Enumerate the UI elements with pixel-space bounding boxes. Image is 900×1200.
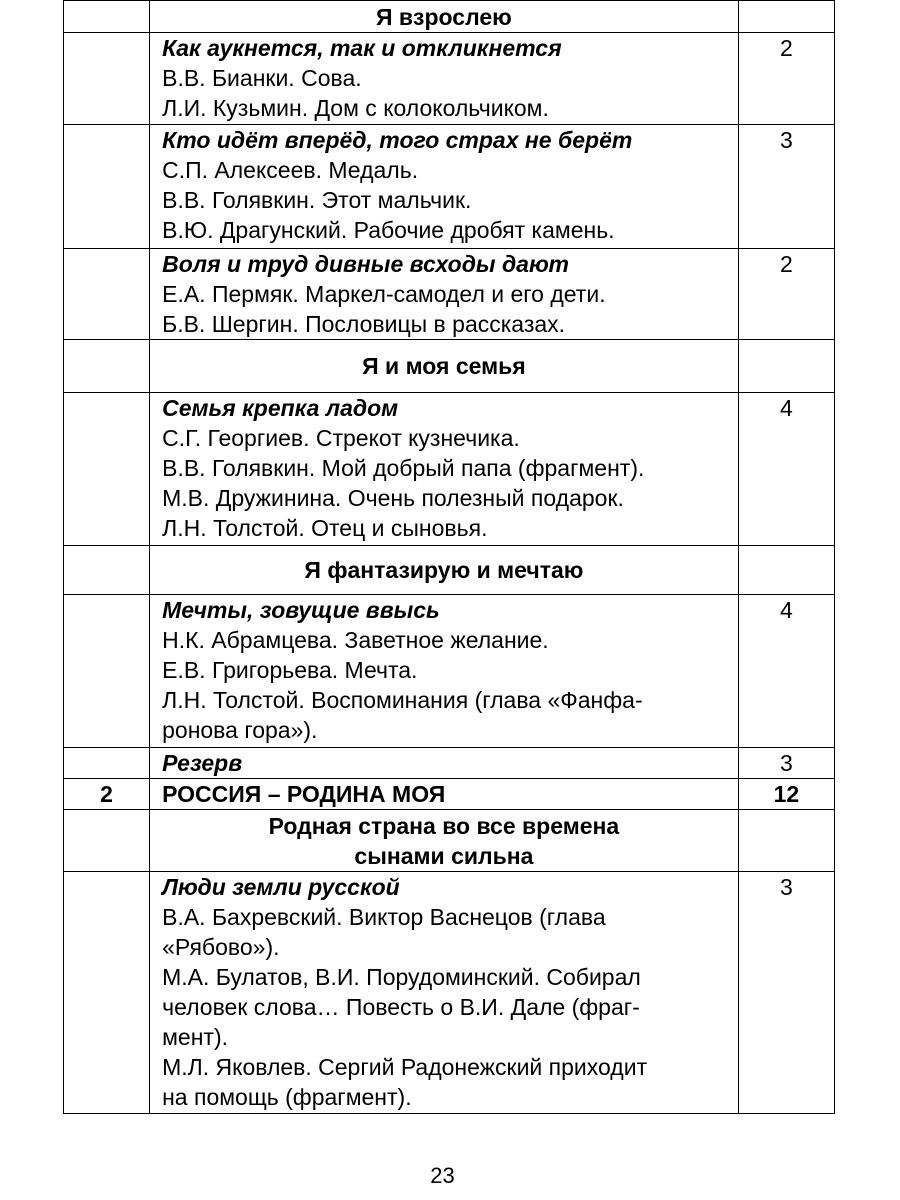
reading-item: «Рябово»). (162, 934, 280, 960)
section-row (64, 810, 835, 872)
page-number: 23 (430, 1163, 455, 1188)
topic-title: Семья крепка ладом (162, 395, 399, 421)
hours: 12 (738, 779, 834, 810)
section-title: Родная страна во все времена (268, 812, 620, 839)
reading-item: Н.К. Абрамцева. Заветное желание. (162, 627, 549, 653)
hours: 3 (738, 872, 834, 1114)
topic-row (64, 249, 835, 340)
section-row (64, 1, 835, 33)
reading-item: Л.Н. Толстой. Воспоминания (глава «Фанфа- (162, 687, 643, 713)
reading-item: на помощь (фрагмент). (162, 1084, 412, 1110)
reserve-row (64, 748, 835, 779)
topic-title: Как аукнется, так и откликнется (162, 35, 562, 61)
hours: 3 (738, 748, 834, 779)
reading-item: М.А. Булатов, В.И. Порудоминский. Собирал (162, 964, 641, 990)
topic-row (64, 595, 835, 748)
reading-item: Л.Н. Толстой. Отец и сыновья. (162, 515, 488, 541)
topic-title: Резерв (162, 750, 243, 776)
hours: 4 (738, 595, 834, 748)
reading-item: В.В. Голявкин. Этот мальчик. (162, 187, 472, 213)
reading-item: Б.В. Шергин. Пословицы в рассказах. (162, 311, 566, 337)
reading-item: В.Ю. Драгунский. Рабочие дробят камень. (162, 217, 615, 243)
hours: 2 (738, 249, 834, 340)
topic-title: Кто идёт вперёд, того страх не берёт (162, 127, 633, 153)
reading-item: В.В. Бианки. Сова. (162, 65, 362, 91)
reading-item: ронова гора»). (162, 717, 318, 743)
section-row (64, 546, 835, 595)
topic-row (64, 125, 835, 249)
section-title: Я взрослею (150, 1, 739, 33)
reading-item: мент). (162, 1024, 228, 1050)
part-title: РОССИЯ – РОДИНА МОЯ (150, 779, 739, 810)
reading-item: М.В. Дружинина. Очень полезный подарок. (162, 485, 624, 511)
reading-item: С.П. Алексеев. Медаль. (162, 157, 419, 183)
reading-item: человек слова… Повесть о В.И. Дале (фраг- (162, 994, 640, 1020)
hours: 4 (738, 393, 834, 546)
section-title: сынами сильна (354, 842, 534, 869)
reading-item: М.Л. Яковлев. Сергий Радонежский приходит (162, 1054, 648, 1080)
reading-item: В.В. Голявкин. Мой добрый папа (фрагмент). (162, 455, 645, 481)
reading-item: В.А. Бахревский. Виктор Васнецов (глава (162, 904, 606, 930)
curriculum-table (63, 0, 835, 1114)
hours: 2 (738, 33, 834, 125)
section-row (64, 340, 835, 393)
reading-item: Е.А. Пермяк. Маркел-самодел и его дети. (162, 281, 606, 307)
topic-title: Мечты, зовущие ввысь (162, 597, 440, 623)
part-row (64, 779, 835, 810)
section-title: Я фантазирую и мечтаю (150, 546, 739, 595)
reading-item: С.Г. Георгиев. Стрекот кузнечика. (162, 425, 520, 451)
hours: 3 (738, 125, 834, 249)
reading-item: Л.И. Кузьмин. Дом с колокольчиком. (162, 95, 549, 121)
section-title: Я и моя семья (150, 340, 739, 393)
topic-row (64, 393, 835, 546)
topic-title: Люди земли русской (162, 874, 400, 900)
reading-item: Е.В. Григорьева. Мечта. (162, 657, 418, 683)
part-number: 2 (64, 779, 150, 810)
topic-row (64, 33, 835, 125)
topic-row (64, 872, 835, 1114)
topic-title: Воля и труд дивные всходы дают (162, 251, 570, 277)
